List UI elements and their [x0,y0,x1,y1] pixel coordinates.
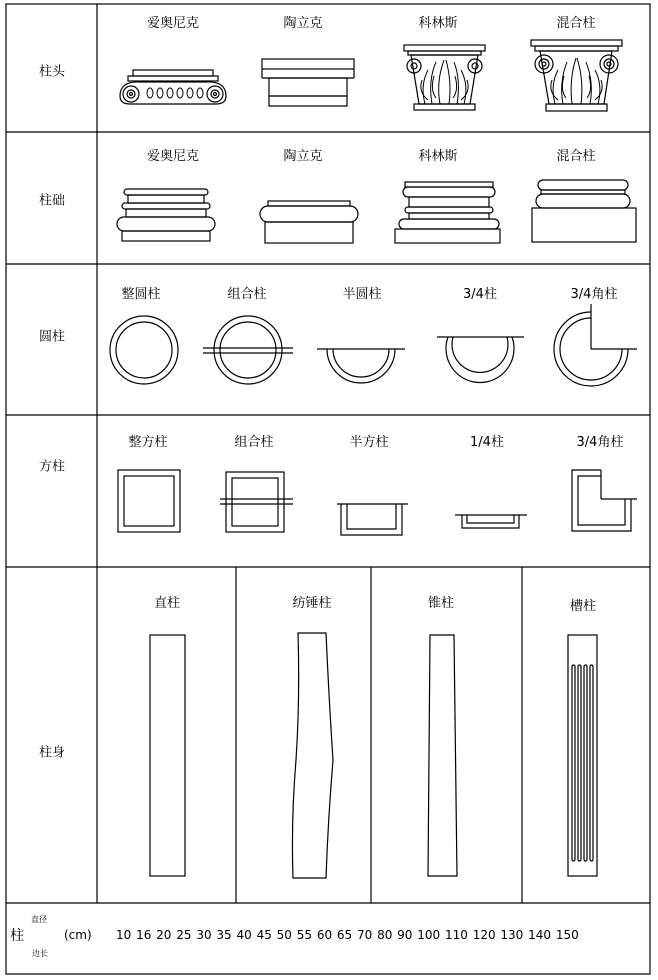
size-row-label: 柱 [10,928,24,944]
size-unit: (cm) [64,928,92,942]
round-full-label: 整圆柱 [121,287,161,302]
row-label-base: 柱础 [38,193,66,209]
shaft-fluted-label: 槽柱 [569,599,597,614]
capital-ionic-label: 爱奥尼克 [146,16,200,31]
base-corinthian-label: 科林斯 [418,149,458,164]
base-ionic-label: 爱奥尼克 [146,149,200,164]
size-diameter-label: 直径 [31,915,47,924]
square-combined-label: 组合柱 [234,435,274,450]
round-combined-label: 组合柱 [227,287,267,302]
round-three-quarter-label: 3/4柱 [463,287,497,302]
round-half-label: 半圆柱 [342,287,382,302]
capital-corinthian-label: 科林斯 [418,16,458,31]
square-quarter-label: 1/4柱 [470,435,504,450]
row-label-capital: 柱头 [38,64,66,80]
square-full-label: 整方柱 [128,435,168,450]
size-values: 10 16 20 25 30 35 40 45 50 55 60 65 70 80 90 100 110 120 130 140 150 [116,928,579,942]
round-three-quarter-corner-label: 3/4角柱 [570,287,618,302]
shaft-tapered-label: 锥柱 [427,596,455,611]
shaft-spindle-label: 纺锤柱 [292,596,332,611]
row-label-round: 圆柱 [38,329,66,345]
fluted-shaft-figure [568,635,597,876]
row-label-square: 方柱 [38,459,66,475]
base-doric-label: 陶立克 [283,149,323,164]
shaft-straight-label: 直柱 [153,596,181,611]
straight-shaft-figure [150,635,185,876]
capital-doric-label: 陶立克 [283,16,323,31]
square-half-label: 半方柱 [349,435,389,450]
capital-composite-label: 混合柱 [556,16,596,31]
spindle-shaft-figure [292,633,333,878]
size-side-label: 边长 [32,949,48,958]
tapered-shaft-figure [428,635,457,876]
square-three-quarter-corner-label: 3/4角柱 [576,435,624,450]
base-composite-label: 混合柱 [556,149,596,164]
row-label-shaft: 柱身 [38,745,66,761]
